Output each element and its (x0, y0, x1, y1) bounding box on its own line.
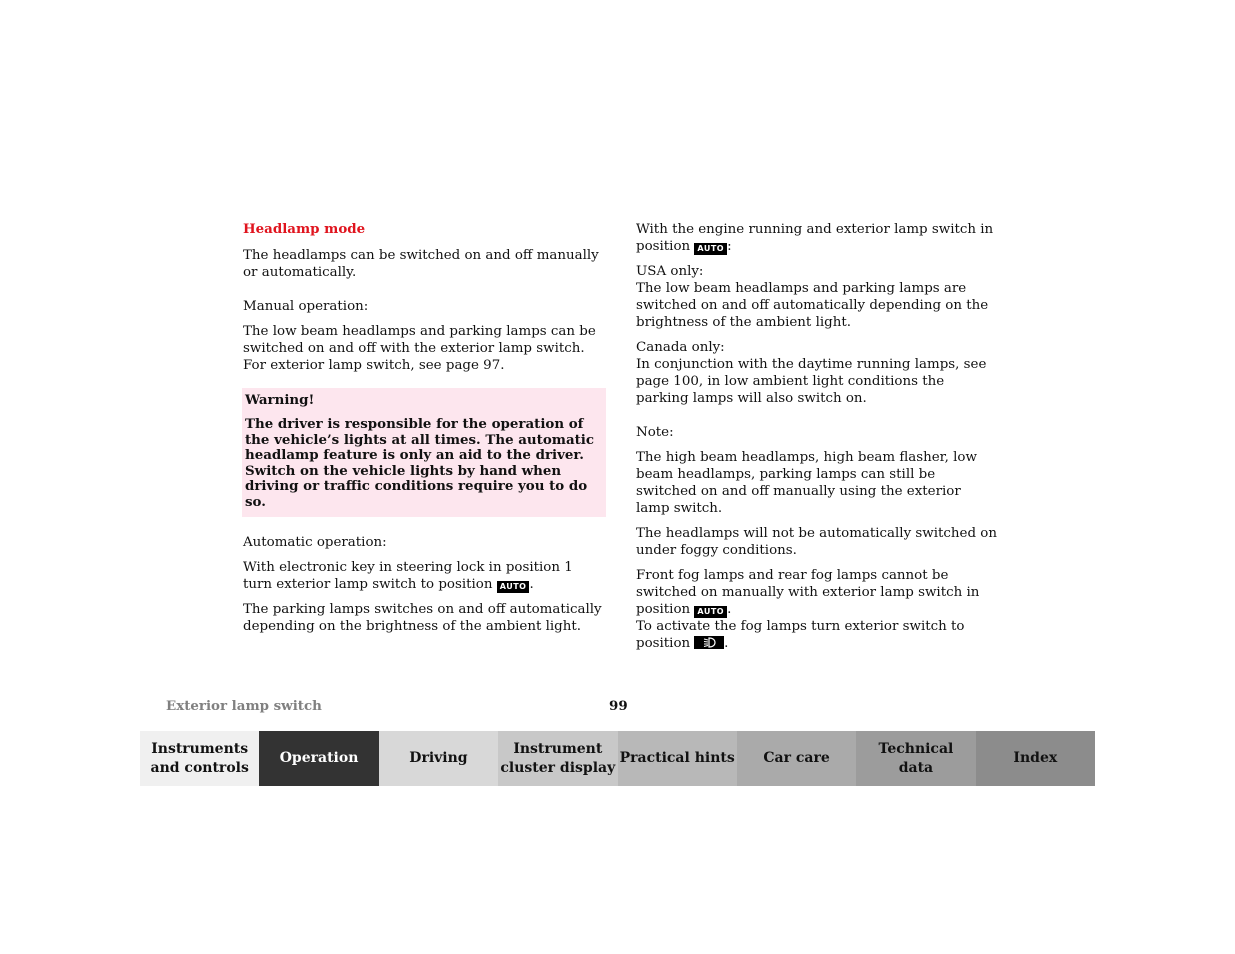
tab-index[interactable]: Index (976, 731, 1095, 786)
note-paragraph-3: Front fog lamps and rear fog lamps cannot be switched on manually with exterior lamp switch in position AUTO . To activate the fog lamps turn exterior switch to position . (636, 568, 980, 651)
canada-only-text: In conjunction with the daytime running lamps, see page 100, in low ambient light conditions the parking lamps will also switch on. (636, 357, 987, 406)
tab-operation[interactable]: Operation (259, 731, 378, 786)
right-column (636, 221, 998, 660)
tab-car-care[interactable]: Car care (737, 731, 856, 786)
parking-lamps-text: The parking lamps switches on and off automatically depending on the brightness of the ambient light. (243, 602, 602, 634)
canada-only-block (636, 339, 998, 407)
tab-instruments-and-controls[interactable]: Instruments and controls (140, 731, 259, 786)
tab-technical-data[interactable]: Technical data (856, 731, 975, 786)
chapter-navigation (140, 731, 1095, 786)
automatic-operation-label: Automatic operation: (243, 535, 387, 550)
auto-switch-icon: AUTO (694, 606, 727, 618)
page-number: 99 (609, 698, 628, 714)
warning-title: Warning! (245, 392, 315, 408)
tab-driving[interactable]: Driving (379, 731, 498, 786)
auto-switch-icon: AUTO (694, 243, 727, 255)
note-paragraph-1: The high beam headlamps, high beam flasher, low beam headlamps, parking lamps can still be switched on and off manually using the exterior lamp switch. (636, 450, 977, 516)
automatic-operation-text: With electronic key in steering lock in position 1 turn exterior lamp switch to position AUTO . (243, 560, 573, 592)
tab-instrument-cluster-display[interactable]: Instrument cluster display (498, 731, 617, 786)
section-heading: Headlamp mode (243, 221, 366, 237)
note-paragraph-2: The headlamps will not be automatically switched on under foggy conditions. (636, 526, 997, 558)
usa-only-text: The low beam headlamps and parking lamps are switched on and off automatically depending on the brightness of the ambient light. (636, 281, 989, 330)
manual-operation-label: Manual operation: (243, 299, 369, 314)
footer-section-title: Exterior lamp switch (166, 698, 322, 714)
manual-operation-text: The low beam headlamps and parking lamps can be switched on and off with the exterior lamp switch. For exterior lamp switch, see page 97. (243, 324, 596, 373)
fog-lamp-icon (694, 636, 724, 649)
auto-switch-icon: AUTO (497, 581, 530, 593)
left-column (243, 221, 603, 643)
canada-only-label: Canada only: (636, 340, 725, 355)
usa-only-label: USA only: (636, 264, 704, 279)
warning-text: The driver is responsible for the operation of the vehicle’s lights at all times. The automatic headlamp feature is only an aid to the driver. Switch on the vehicle lights by hand when driving or traffic conditions require you to do so. (245, 416, 595, 510)
note-label: Note: (636, 425, 674, 440)
warning-box (242, 388, 606, 517)
intro-paragraph: The headlamps can be switched on and off manually or automatically. (243, 248, 599, 280)
tab-practical-hints[interactable]: Practical hints (618, 731, 737, 786)
usa-only-block (636, 263, 998, 331)
engine-running-text: With the engine running and exterior lamp switch in position AUTO : (636, 222, 994, 254)
